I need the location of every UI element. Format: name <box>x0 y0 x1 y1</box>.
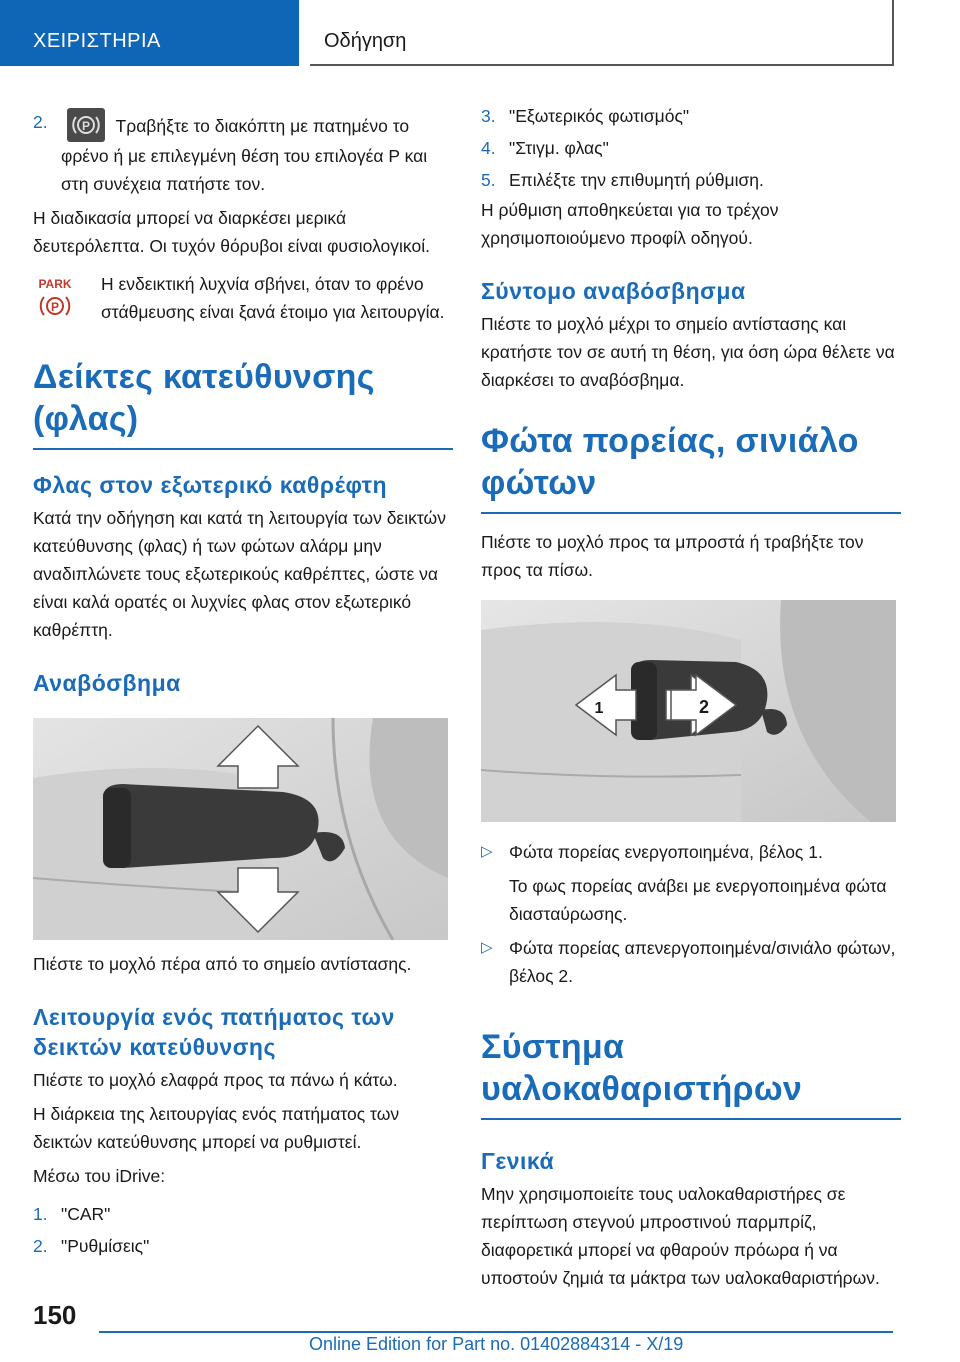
list-item: 2. "Ρυθμίσεις" <box>33 1236 150 1256</box>
saved-text: Η ρύθμιση αποθηκεύεται για το τρέχον χρησιμοποιούμενο προφίλ οδηγού. <box>481 200 779 248</box>
page-number: 150 <box>33 1300 77 1330</box>
section-title: ΧΕΙΡΙΣΤΗΡΙΑ <box>33 30 161 52</box>
heading-indicators: Δείκτες κατεύθυνσης (φλας) <box>33 356 453 450</box>
triangle-bullet-icon: ▷ <box>481 843 493 860</box>
svg-text:P: P <box>50 300 60 314</box>
list-item: 5. Επιλέξτε την επιθυμητή ρύθμιση. <box>481 170 764 190</box>
heading-blinking: Αναβόσβημα <box>33 670 181 696</box>
step-text: Τραβήξτε το διακόπτη με πατημένο το φρένο ή με επιλεγμένη θέση του επιλογέα P και στη συνέχεια πατήστε τον. <box>61 116 428 194</box>
bullet-high-beam-on: ▷ Φώτα πορείας ενεργοποιημένα, βέλος 1. <box>481 838 901 866</box>
list-item: 4. "Στιγμ. φλας" <box>481 138 609 158</box>
arrow-2-label: 2 <box>698 697 710 717</box>
chapter-tab <box>310 0 894 66</box>
parking-brake-icon <box>67 108 105 142</box>
chapter-title: Οδήγηση <box>324 30 407 52</box>
park-icon-text: PARK <box>38 277 72 291</box>
list-item: 1. "CAR" <box>33 1204 111 1224</box>
footer-divider <box>99 1331 893 1333</box>
duration-note: Η διαδικασία μπορεί να διαρκέσει μερικά δευτερόλεπτα. Οι τυχόν θόρυβοι είναι φυσιολογικοί. <box>33 208 430 256</box>
arrow-1-label: 1 <box>594 700 604 717</box>
bullet-high-beam-off: ▷ Φώτα πορείας απενεργοποιημένα/σινιάλο φώτων, βέλος 2. <box>481 934 901 990</box>
edition-text: Online Edition for Part no. 01402884314 - X/19 <box>309 1334 684 1354</box>
heading-one-touch: Λειτουργία ενός πατήματος των δεικτών κατεύθυνσης <box>33 1004 395 1060</box>
right-column <box>481 92 901 1292</box>
high-beam-lever-figure <box>481 600 896 822</box>
general-text: Μην χρησιμοποιείτε τους υαλοκαθαριστήρες σε περίπτωση στεγνού μπροστινού παρμπρίζ, διαφορετικά μπορεί να φθαρούν πρόωρα ή να υποστούν ζημιά τα μάκτρα των υαλοκαθαριστήρων. <box>481 1184 880 1288</box>
triangle-bullet-icon: ▷ <box>481 939 493 956</box>
step-number: 2. <box>33 112 48 132</box>
duration-text: Η διάρκεια της λειτουργίας ενός πατήματος των δεικτών κατεύθυνσης μπορεί να ρυθμιστεί. <box>33 1104 400 1152</box>
idrive-text: Μέσω του iDrive: <box>33 1166 166 1186</box>
step-2 <box>33 108 453 198</box>
heading-short-flash: Σύντομο αναβόσβησμα <box>481 278 746 304</box>
park-indicator-note <box>33 270 453 326</box>
bullet-sub-text: Το φως πορείας ανάβει με ενεργοποιημένα φώτα διασταύρωσης. <box>509 876 887 924</box>
park-indicator-icon <box>33 274 77 322</box>
heading-general: Γενικά <box>481 1148 555 1174</box>
section-tab <box>0 0 299 66</box>
heading-wipers: Σύστημα υαλοκαθαριστήρων <box>481 1026 901 1120</box>
svg-text:P: P <box>81 119 91 133</box>
blink-lever-figure <box>33 718 448 940</box>
high-beam-text: Πιέστε το μοχλό προς τα μπροστά ή τραβήξτε τον προς τα πίσω. <box>481 532 864 580</box>
list-item: 3. "Εξωτερικός φωτισμός" <box>481 106 690 126</box>
blink-text: Πιέστε το μοχλό πέρα από το σημείο αντίστασης. <box>33 954 412 974</box>
left-column <box>33 92 453 1260</box>
note-text: Η ενδεικτική λυχνία σβήνει, όταν το φρένο στάθμευσης είναι ξανά έτοιμο για λειτουργία. <box>101 274 445 322</box>
mirror-text: Κατά την οδήγηση και κατά τη λειτουργία των δεικτών κατεύθυνσης (φλας) ή των φώτων αλάρμ μην αναδιπλώνετε τους εξωτερικούς καθρέπτες, ώστε να είναι καλά ορατές οι λυχνίες φλας στον εξωτερικό καθρέπτη. <box>33 508 446 640</box>
one-touch-text: Πιέστε το μοχλό ελαφρά προς τα πάνω ή κάτω. <box>33 1070 398 1090</box>
short-flash-text: Πιέστε το μοχλό μέχρι το σημείο αντίστασης και κρατήστε τον σε αυτή τη θέση, για όση ώρα θέλετε να διαρκέσει το αναβόσβημα. <box>481 314 895 390</box>
heading-mirror-flash: Φλας στον εξωτερικό καθρέφτη <box>33 472 388 498</box>
heading-high-beam: Φώτα πορείας, σινιάλο φώτων <box>481 420 901 514</box>
